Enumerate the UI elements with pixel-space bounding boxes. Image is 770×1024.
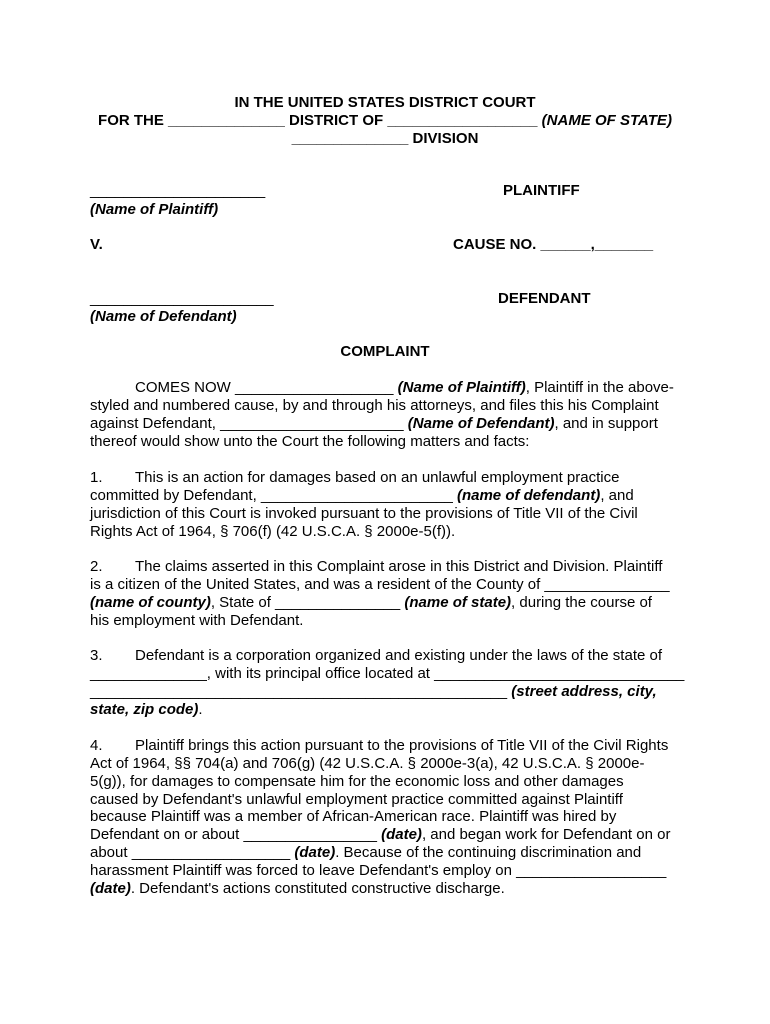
field-hint: (Name of Defendant) xyxy=(407,414,555,432)
text-run: styled and numbered cause, by and through his attorneys, and files this his Complaint xyxy=(90,396,659,414)
text-run: Act of 1964, §§ 704(a) and 706(g) (42 U.S.C.A. § 2000e-3(a), 42 U.S.C.A. § 2000e- xyxy=(90,754,645,772)
text-run: harassment Plaintiff was forced to leave Defendant's employ on __________________ xyxy=(90,861,667,879)
text-line xyxy=(90,379,674,397)
complaint-title: COMPLAINT xyxy=(340,343,430,360)
text-run: ______________, with its principal office located at ______________________________ xyxy=(90,664,685,682)
text-run: This is an action for damages based on an unlawful employment practice xyxy=(135,469,620,486)
text-run: . xyxy=(198,700,203,718)
field-hint: (name of county) xyxy=(90,593,211,611)
text-line xyxy=(90,773,624,791)
text-line xyxy=(90,523,455,541)
text-run: about ___________________ xyxy=(90,844,295,862)
text-line xyxy=(90,433,529,451)
text-line xyxy=(90,880,505,898)
text-line xyxy=(90,665,684,683)
cause-number[interactable]: CAUSE NO. ______,_______ xyxy=(453,236,654,253)
text-run: __________________________________________________ xyxy=(90,682,512,700)
field-hint: (date) xyxy=(381,826,422,844)
plaintiff-name-hint: (Name of Plaintiff) xyxy=(90,201,219,218)
field-hint: (name of defendant) xyxy=(456,486,601,504)
text-line xyxy=(90,612,303,630)
text-line xyxy=(90,826,670,844)
text-run: jurisdiction of this Court is invoked pursuant to the provisions of Title VII of the Civil xyxy=(90,504,638,522)
text-line xyxy=(90,701,203,719)
field-hint: (street address, city, xyxy=(511,682,657,700)
field-hint: (Name of Plaintiff) xyxy=(397,379,526,396)
text-run: Defendant is a corporation organized and existing under the laws of the state of xyxy=(135,647,662,664)
text-line xyxy=(90,647,662,665)
text-run: , State of _______________ xyxy=(210,593,405,611)
text-line xyxy=(90,755,645,773)
plaintiff-role-label: PLAINTIFF xyxy=(503,182,580,199)
field-hint: state, zip code) xyxy=(90,700,199,718)
text-run: his employment with Defendant. xyxy=(90,611,304,629)
text-line xyxy=(90,844,641,862)
field-hint: (date) xyxy=(294,844,336,862)
text-line xyxy=(90,415,658,433)
paragraph-number: 4. xyxy=(90,737,103,754)
text-run: The claims asserted in this Complaint arose in this District and Division. Plaintiff xyxy=(135,558,663,575)
text-run: , and xyxy=(600,486,634,504)
versus-label: V. xyxy=(90,236,103,253)
defendant-name-hint: (Name of Defendant) xyxy=(90,308,237,325)
text-line xyxy=(90,808,616,826)
field-hint: (name of state) xyxy=(404,593,512,611)
text-run: 5(g)), for damages to compensate him for the economic loss and other damages xyxy=(90,772,624,790)
text-run: , Plaintiff in the above- xyxy=(525,379,674,396)
district-text: FOR THE ______________ DISTRICT OF __________________ xyxy=(98,112,542,129)
text-run: , and began work for Defendant on or xyxy=(421,826,671,844)
text-run: . Defendant's actions constituted constructive discharge. xyxy=(130,879,505,897)
text-line xyxy=(90,397,659,415)
text-run: thereof would show unto the Court the following matters and facts: xyxy=(90,432,530,450)
text-run: committed by Defendant, _______________________ xyxy=(90,486,457,504)
paragraph-number: 1. xyxy=(90,469,103,486)
text-run: Plaintiff brings this action pursuant to the provisions of Title VII of the Civil Rights xyxy=(135,737,669,754)
plaintiff-name-blank[interactable]: _____________________ xyxy=(90,182,266,199)
text-run: , and in support xyxy=(554,414,658,432)
text-line xyxy=(90,558,662,576)
text-run: against Defendant, ______________________ xyxy=(90,414,408,432)
text-line xyxy=(90,594,652,612)
field-hint: (date) xyxy=(90,879,131,897)
text-line xyxy=(90,469,619,487)
state-name-hint: (NAME OF STATE) xyxy=(541,112,672,129)
text-line xyxy=(90,737,668,755)
text-line xyxy=(90,487,634,505)
text-run: , during the course of xyxy=(511,593,652,611)
defendant-role-label: DEFENDANT xyxy=(498,290,591,307)
court-heading: IN THE UNITED STATES DISTRICT COURT xyxy=(234,94,536,111)
text-run: . Because of the continuing discrimination and xyxy=(335,844,642,862)
text-line xyxy=(90,862,666,880)
text-run: caused by Defendant's unlawful employment practice committed against Plaintiff xyxy=(90,790,623,808)
text-line xyxy=(90,683,657,701)
text-run: is a citizen of the United States, and was a resident of the County of _______________ xyxy=(90,575,670,593)
defendant-name-blank[interactable]: ______________________ xyxy=(90,290,274,307)
text-line xyxy=(90,791,623,809)
text-run: because Plaintiff was a member of African-American race. Plaintiff was hired by xyxy=(90,808,617,826)
text-run: COMES NOW ___________________ xyxy=(135,379,398,396)
text-run: Defendant on or about ________________ xyxy=(90,826,382,844)
paragraph-number: 2. xyxy=(90,558,103,575)
text-line xyxy=(90,505,638,523)
text-line xyxy=(90,576,670,594)
text-run: Rights Act of 1964, § 706(f) (42 U.S.C.A. § 2000e-5(f)). xyxy=(90,522,456,540)
paragraph-number: 3. xyxy=(90,647,103,664)
district-line xyxy=(0,112,770,130)
division-line: ______________ DIVISION xyxy=(291,130,479,147)
